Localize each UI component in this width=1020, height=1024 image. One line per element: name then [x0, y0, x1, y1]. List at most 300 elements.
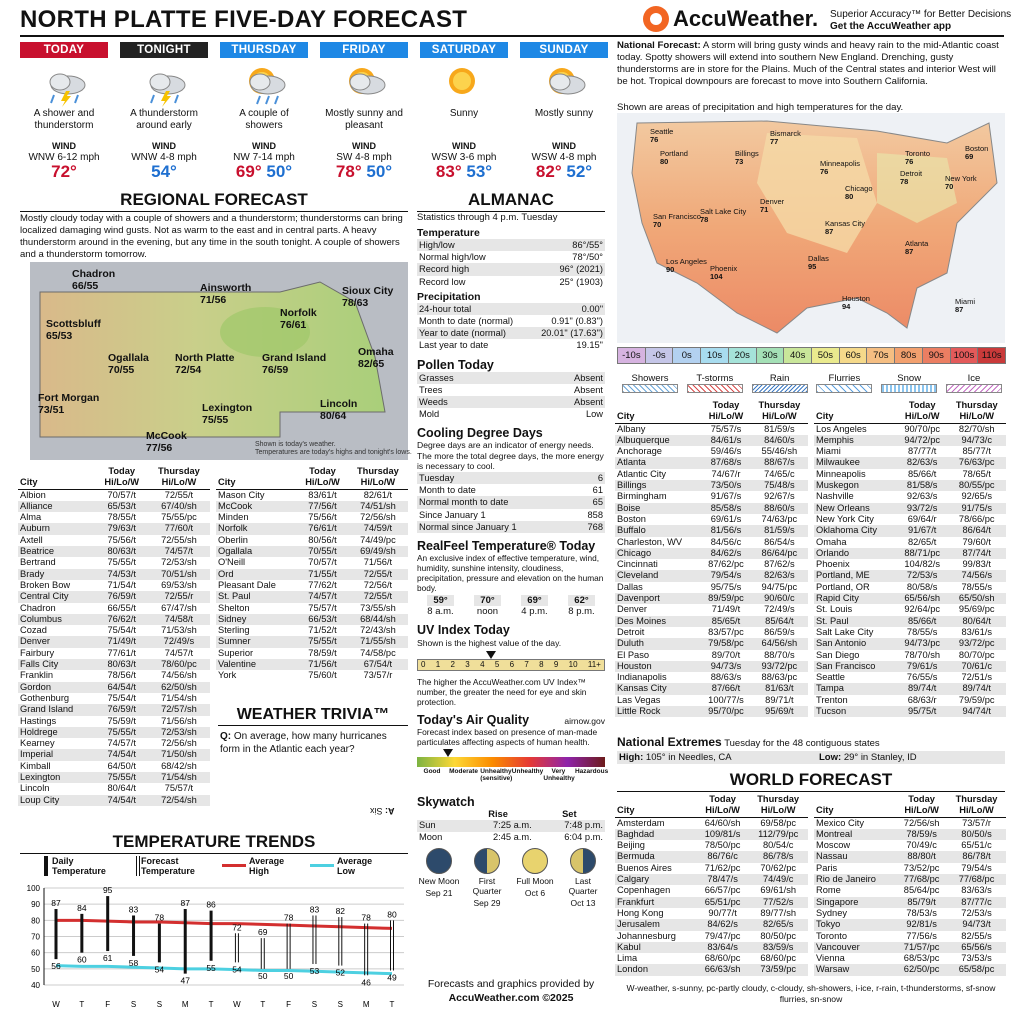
wind-label: WIND — [452, 141, 476, 151]
temp-legend-item: 110s — [977, 347, 1006, 364]
city-name: San Antonio — [814, 638, 897, 649]
regional-city — [46, 318, 101, 342]
thursday-forecast: 67/54/t — [348, 659, 408, 670]
city-name: Tampa — [814, 683, 897, 694]
map-city-name: Billings — [735, 149, 759, 158]
city-name: Franklin — [20, 670, 54, 681]
thursday-forecast: 89/77/sh — [760, 907, 797, 918]
map-city-name: Atlanta — [905, 239, 929, 248]
city-name: Ord — [216, 569, 297, 580]
city-name: Gothenburg — [20, 692, 70, 703]
col-today: Today — [908, 794, 935, 804]
today-forecast: 68/60/pc — [704, 953, 741, 964]
city-name: Omaha — [358, 346, 394, 358]
map-city-name: Denver — [760, 197, 785, 206]
city-name: Alliance — [18, 501, 96, 512]
low-temp: 53° — [466, 162, 493, 181]
table-row — [18, 591, 210, 602]
thursday-forecast: 72/53/s — [961, 907, 992, 918]
thursday-forecast: 74/56/s — [947, 570, 1006, 581]
y-tick-label: 90 — [31, 900, 40, 910]
cdd-text: Degree days are an indicator of energy needs. The more the total degree days, the more energy is necessary to cool. — [417, 440, 604, 472]
map-caption: Shown are areas of precipitation and high temperatures for the day. — [617, 102, 904, 113]
thursday-forecast: 65/58/pc — [947, 964, 1006, 975]
city-temps: 71/56 — [200, 294, 227, 306]
day-name: SATURDAY — [420, 42, 508, 58]
city-name: Grand Island — [262, 352, 327, 364]
thursday-forecast: 65/50/sh — [947, 593, 1006, 604]
table-row — [615, 661, 808, 672]
x-tick-label: F — [286, 1000, 292, 1009]
today-forecast: 79/47/pc — [704, 930, 741, 941]
uv-scale — [417, 651, 605, 677]
air-text: Forecast index based on presence of man-made particulates affecting aspects of human health. — [417, 726, 598, 747]
today-forecast: 86/76/c — [697, 851, 749, 862]
us-table-right — [814, 400, 1006, 717]
uv-marker — [486, 651, 496, 659]
cdd-heading: Cooling Degree Days — [417, 426, 543, 441]
today-forecast: 85/65/t — [701, 616, 751, 627]
map-city — [700, 208, 746, 224]
table-row — [814, 874, 1006, 885]
city-name: Memphis — [814, 435, 897, 446]
thursday-forecast: 75/48/s — [751, 480, 808, 491]
table-row — [18, 670, 210, 681]
footer-credit: Forecasts and graphics provided by — [427, 978, 595, 990]
wind-label: WIND — [352, 141, 376, 151]
low-label: 49 — [387, 972, 397, 983]
table-row — [814, 829, 1006, 840]
today-forecast: 84/62/s — [701, 548, 751, 559]
x-tick-label: T — [389, 1000, 395, 1009]
x-tick-label: F — [105, 1000, 111, 1009]
legend-forecast: Forecast Temperature — [141, 856, 195, 876]
table-row — [18, 636, 210, 647]
city-name: Cincinnati — [617, 559, 658, 570]
city-temps: 76/61 — [280, 319, 307, 331]
thursday-forecast: 71/54/sh — [148, 772, 210, 783]
map-city — [820, 160, 860, 176]
thursday-forecast: 72/53/sh — [161, 557, 197, 568]
table-row — [814, 672, 1006, 683]
wind-value: WNW 4-8 mph — [131, 152, 197, 163]
row-label: Last year to date — [419, 340, 489, 351]
map-city-temp: 76 — [650, 135, 659, 144]
map-city — [735, 150, 759, 166]
table-row — [814, 423, 1006, 435]
table-row — [615, 908, 808, 919]
thursday-forecast: 82/55/s — [961, 930, 992, 941]
high-label: 78 — [283, 912, 294, 923]
map-city — [945, 175, 977, 191]
today-forecast: 78/59/s — [896, 829, 947, 840]
table-row — [18, 682, 210, 693]
city-name: Rio de Janeiro — [814, 874, 896, 885]
today-forecast: 71/49/t — [96, 636, 148, 647]
table-row — [18, 659, 210, 670]
table-row — [814, 480, 1006, 491]
national-extremes: National Extremes Tuesday for the 48 contiguous states — [617, 735, 880, 749]
low-label: 50 — [258, 970, 268, 981]
row-label: Normal high/low — [419, 252, 486, 263]
city-name: Birmingham — [617, 491, 667, 502]
temp-legend-item: -10s — [617, 347, 646, 364]
realfeel-temp: 70° — [474, 595, 500, 606]
row-value: 20.01" (17.63") — [541, 328, 603, 339]
thursday-forecast: 88/63/pc — [761, 672, 798, 683]
map-city-name: New York — [945, 174, 977, 183]
city-name: Des Moines — [615, 616, 701, 627]
col-hilo: Hi/Lo/W — [904, 411, 940, 422]
map-city — [760, 198, 784, 214]
thursday-forecast: 72/49/s — [764, 604, 795, 615]
thursday-forecast: 65/56/s — [947, 942, 1006, 953]
table-row — [216, 659, 408, 670]
thursday-forecast: 72/55/t — [164, 489, 194, 500]
city-name: Central City — [18, 591, 96, 602]
page-title: NORTH PLATTE FIVE-DAY FORECAST — [20, 6, 468, 33]
x-tick-label: S — [156, 1000, 163, 1009]
table-row — [615, 446, 808, 457]
table-row — [18, 738, 210, 749]
uv-note: The higher the AccuWeather.com UV Index™ number, the greater the need for eye and skin protection. — [417, 676, 587, 707]
day-temps — [220, 162, 308, 181]
wind-value: WNW 6-12 mph — [28, 152, 100, 163]
city-name: Duluth — [615, 638, 701, 649]
city-temps: 66/55 — [72, 280, 99, 292]
city-name: Sydney — [816, 907, 848, 918]
table-row — [814, 840, 1006, 851]
table-row — [814, 683, 1006, 694]
map-city-temp: 104 — [710, 272, 723, 281]
today-forecast: 78/53/s — [906, 907, 937, 918]
today-forecast: 75/59/t — [107, 715, 136, 726]
precip-heading: Precipitation — [417, 290, 481, 303]
thursday-forecast: 81/59/s — [764, 423, 795, 434]
today-forecast: 91/67/s — [710, 491, 742, 502]
row-value: 78°/50° — [572, 252, 603, 263]
city-name: Norfolk — [216, 523, 297, 534]
table-row — [814, 661, 1006, 672]
row-value: 19.15" — [576, 340, 603, 351]
city-name: Sioux City — [342, 285, 394, 297]
today-forecast: 84/56/c — [710, 536, 742, 547]
col-hilo: Hi/Lo/W — [705, 805, 740, 816]
regional-city — [146, 430, 187, 454]
today-forecast: 75/55/t — [96, 727, 148, 738]
city-name: Shelton — [218, 602, 250, 613]
thursday-forecast: 86/64/t — [947, 525, 1006, 536]
table-row — [216, 569, 408, 580]
city-name: Hong Kong — [617, 907, 664, 918]
temp-legend-item: 100s — [950, 347, 979, 364]
today-forecast: 75/57/t — [308, 602, 337, 613]
city-name: Milwaukee — [814, 457, 897, 468]
phase-name: New Moon — [418, 875, 460, 886]
precip-swatch — [752, 384, 808, 393]
row-value: 768 — [587, 521, 603, 532]
table-row — [814, 650, 1006, 661]
table-row — [615, 964, 808, 975]
low-temp: 50° — [266, 162, 293, 181]
high-label: 83 — [128, 904, 139, 915]
map-city-temp: 80 — [660, 157, 669, 166]
day-description: A thunderstorm around early — [130, 108, 198, 131]
table-row — [615, 706, 808, 717]
thursday-forecast: 80/55/pc — [947, 480, 1006, 491]
temperature-trends-chart — [14, 880, 410, 1010]
today-forecast: 78/55/s — [906, 626, 938, 637]
map-city — [770, 130, 801, 146]
uv-tick: 2 — [450, 659, 455, 669]
table-row — [615, 480, 808, 491]
thursday-forecast: 94/74/t — [947, 706, 1006, 717]
table-row — [615, 627, 808, 638]
accuweather-sun-logo — [643, 6, 669, 32]
world-table-left — [615, 794, 808, 976]
today-forecast: 65/51/pc — [697, 897, 749, 908]
y-tick-label: 70 — [31, 932, 40, 942]
table-row — [814, 851, 1006, 862]
thursday-forecast: 73/53/s — [961, 953, 992, 964]
thursday-forecast: 81/59/s — [751, 525, 808, 536]
high-label: 84 — [77, 902, 87, 913]
table-row — [18, 512, 210, 523]
city-name: O'Neill — [218, 557, 246, 568]
thursday-forecast: 89/71/t — [765, 694, 794, 705]
map-city-temp: 78 — [700, 215, 709, 224]
thursday-forecast: 79/54/s — [961, 862, 992, 873]
today-forecast: 62/50/pc — [896, 964, 947, 975]
thursday-forecast: 73/57/r — [363, 670, 393, 681]
thursday-forecast: 86/78/s — [748, 851, 808, 862]
map-city-name: Miami — [955, 297, 975, 306]
map-city-temp: 70 — [653, 220, 662, 229]
temp-row — [417, 251, 605, 263]
city-name: Nassau — [814, 851, 896, 862]
thursday-forecast: 86/59/s — [764, 626, 795, 637]
precip-label: Showers — [631, 373, 669, 384]
uv-tick: 7 — [524, 659, 529, 669]
city-name: McCook — [146, 430, 187, 442]
wind-value: NW 7-14 mph — [233, 152, 295, 163]
today-forecast: 69/61/s — [710, 513, 742, 524]
mostly-sunny-icon — [520, 58, 608, 108]
col-today: Today — [712, 400, 740, 410]
today-forecast: 95/75/s — [710, 581, 742, 592]
today-forecast: 71/52/t — [308, 625, 337, 636]
city-name: Buffalo — [615, 525, 701, 536]
low-temp: 52° — [566, 162, 593, 181]
table-row — [814, 537, 1006, 548]
city-name: Sumner — [216, 636, 297, 647]
col-thursday: Thursday — [356, 466, 399, 476]
today-forecast: 75/55/t — [107, 557, 136, 568]
realfeel-values — [417, 595, 605, 617]
air-heading: Today's Air Quality — [417, 712, 530, 727]
thursday-forecast: 65/51/c — [961, 840, 992, 851]
table-row — [216, 535, 408, 546]
x-tick-label: T — [260, 1000, 266, 1009]
x-tick-label: S — [311, 1000, 318, 1009]
wind-label: WIND — [152, 141, 176, 151]
thursday-forecast: 69/49/sh — [348, 546, 408, 557]
table-row — [216, 489, 408, 501]
thursday-forecast: 80/70/pc — [958, 649, 995, 660]
air-level: Unhealthy (sensitive) — [480, 767, 513, 783]
city-name: Pleasant Dale — [218, 579, 276, 590]
city-name: Tucson — [814, 706, 897, 717]
map-city-temp: 87 — [905, 247, 914, 256]
today-forecast: 64/60/sh — [704, 817, 741, 828]
row-value: 6 — [597, 472, 603, 483]
today-forecast: 66/53/t — [297, 614, 348, 625]
precip-label: Ice — [967, 373, 981, 384]
extremes-values: High: 105° in Needles, CA Low: 29° in Stanley, ID — [617, 751, 1005, 764]
table-row — [216, 501, 408, 512]
precip-legend-item — [622, 373, 678, 393]
today-forecast: 70/57/t — [308, 557, 337, 568]
uv-tick: 3 — [465, 659, 470, 669]
city-name: McCook — [216, 501, 297, 512]
table-row — [615, 672, 808, 683]
moon-phase — [465, 848, 509, 908]
table-row — [814, 942, 1006, 953]
table-row — [18, 546, 210, 557]
city-name: Kimball — [20, 760, 51, 771]
wind-value: SW 4-8 mph — [336, 152, 392, 163]
wind-label: WIND — [52, 141, 76, 151]
table-row — [814, 548, 1006, 559]
thursday-forecast: 74/49/pc — [360, 534, 396, 545]
precip-legend-item — [816, 373, 872, 393]
thursday-forecast: 72/49/s — [148, 636, 210, 647]
map-city — [845, 185, 873, 201]
city-name: Mason City — [218, 489, 265, 500]
thursday-forecast: 72/56/sh — [360, 512, 396, 523]
map-city-name: Detroit — [900, 169, 923, 178]
city-temps: 78/63 — [342, 297, 369, 309]
map-caption-1: Shown is today's weather. — [255, 441, 336, 448]
table-row — [615, 851, 808, 862]
precip-legend-item — [752, 373, 808, 393]
air-heading-row — [417, 713, 605, 727]
table-row — [18, 749, 210, 760]
today-forecast: 84/62/s — [697, 919, 749, 930]
table-row — [18, 569, 210, 580]
city-name: Falls City — [18, 659, 96, 670]
today-forecast: 75/55/t — [297, 636, 348, 647]
map-city — [666, 258, 707, 274]
today-forecast: 74/57/t — [297, 591, 348, 602]
thursday-forecast: 78/66/pc — [958, 513, 995, 524]
col-hilo: Hi/Lo/W — [161, 477, 197, 488]
table-row — [615, 548, 808, 559]
legend-avg-low: Average Low — [337, 856, 373, 876]
air-level: Very Unhealthy — [543, 767, 575, 783]
city-name: Rapid City — [814, 593, 897, 604]
city-name: New York City — [816, 513, 874, 524]
table-row — [216, 614, 408, 625]
precip-legend — [622, 373, 1002, 393]
high-label: 72 — [232, 922, 242, 933]
today-forecast: 74/54/t — [96, 749, 148, 760]
table-row — [615, 897, 808, 908]
realfeel-time: noon — [476, 605, 499, 617]
thursday-forecast: 74/57/t — [148, 546, 210, 557]
brand-tagline: Superior Accuracy™ for Better Decisions — [830, 9, 1012, 20]
city-name: Miami — [816, 446, 841, 457]
today-forecast: 74/57/t — [107, 738, 136, 749]
city-name: Ainsworth — [200, 282, 252, 294]
today-forecast: 88/80/t — [896, 851, 947, 862]
city-name: Anchorage — [617, 446, 662, 457]
city-name: Fairbury — [20, 647, 55, 658]
thursday-forecast: 69/58/pc — [760, 817, 797, 828]
map-city-temp: 70 — [945, 182, 954, 191]
today-forecast: 85/58/s — [701, 503, 751, 514]
city-name: Grand Island — [18, 704, 96, 715]
low-label: 50 — [283, 970, 294, 981]
today-forecast: 73/50/s — [701, 480, 751, 491]
today-forecast: 78/50/pc — [704, 840, 741, 851]
table-row — [615, 604, 808, 615]
wind-value: WSW 4-8 mph — [531, 152, 597, 163]
cdd-row — [417, 521, 605, 533]
table-row — [18, 535, 210, 546]
row-label: Month to date (normal) — [419, 316, 514, 327]
city-name: Cleveland — [615, 570, 701, 581]
col-thursday: Thursday — [757, 794, 800, 804]
table-row — [615, 593, 808, 604]
city-name: London — [615, 964, 697, 975]
table-row — [814, 616, 1006, 627]
phase-date: Oct 6 — [524, 887, 546, 898]
col-hilo: Hi/Lo/W — [762, 411, 797, 422]
thursday-forecast: 67/40/sh — [148, 501, 210, 512]
high-temp: 69° — [235, 162, 262, 181]
thursday-forecast: 72/55/r — [148, 591, 210, 602]
today-forecast: 69/64/r — [907, 513, 937, 524]
today-forecast: 75/60/t — [308, 670, 337, 681]
city-name: Denver — [18, 636, 96, 647]
thursday-forecast: 68/60/pc — [760, 953, 797, 964]
realfeel-temp: 62° — [568, 595, 594, 606]
precip-row — [417, 315, 605, 327]
high-label: 69 — [258, 927, 268, 938]
today-forecast: 77/56/s — [906, 930, 937, 941]
city-name: Valentine — [216, 659, 297, 670]
table-row — [615, 559, 808, 570]
uv-tick: 8 — [539, 659, 544, 669]
table-row — [216, 546, 408, 557]
table-row — [18, 693, 210, 704]
map-city — [955, 298, 975, 314]
temp-legend-item: 20s — [728, 347, 757, 364]
thursday-forecast: 88/70/s — [764, 649, 795, 660]
thursday-forecast: 86/64/pc — [751, 548, 808, 559]
today-forecast: 78/56/t — [107, 670, 136, 681]
city-name: Superior — [218, 647, 254, 658]
today-forecast: 77/68/pc — [896, 874, 947, 885]
city-name: Lincoln — [320, 398, 358, 410]
col-city: City — [816, 411, 834, 422]
thursday-forecast: 72/55/t — [348, 591, 408, 602]
col-hilo: Hi/Lo/W — [708, 411, 744, 422]
realfeel-time: 4 p.m. — [521, 605, 548, 617]
city-name: Nashville — [816, 491, 854, 502]
map-city-temp: 71 — [760, 205, 769, 214]
